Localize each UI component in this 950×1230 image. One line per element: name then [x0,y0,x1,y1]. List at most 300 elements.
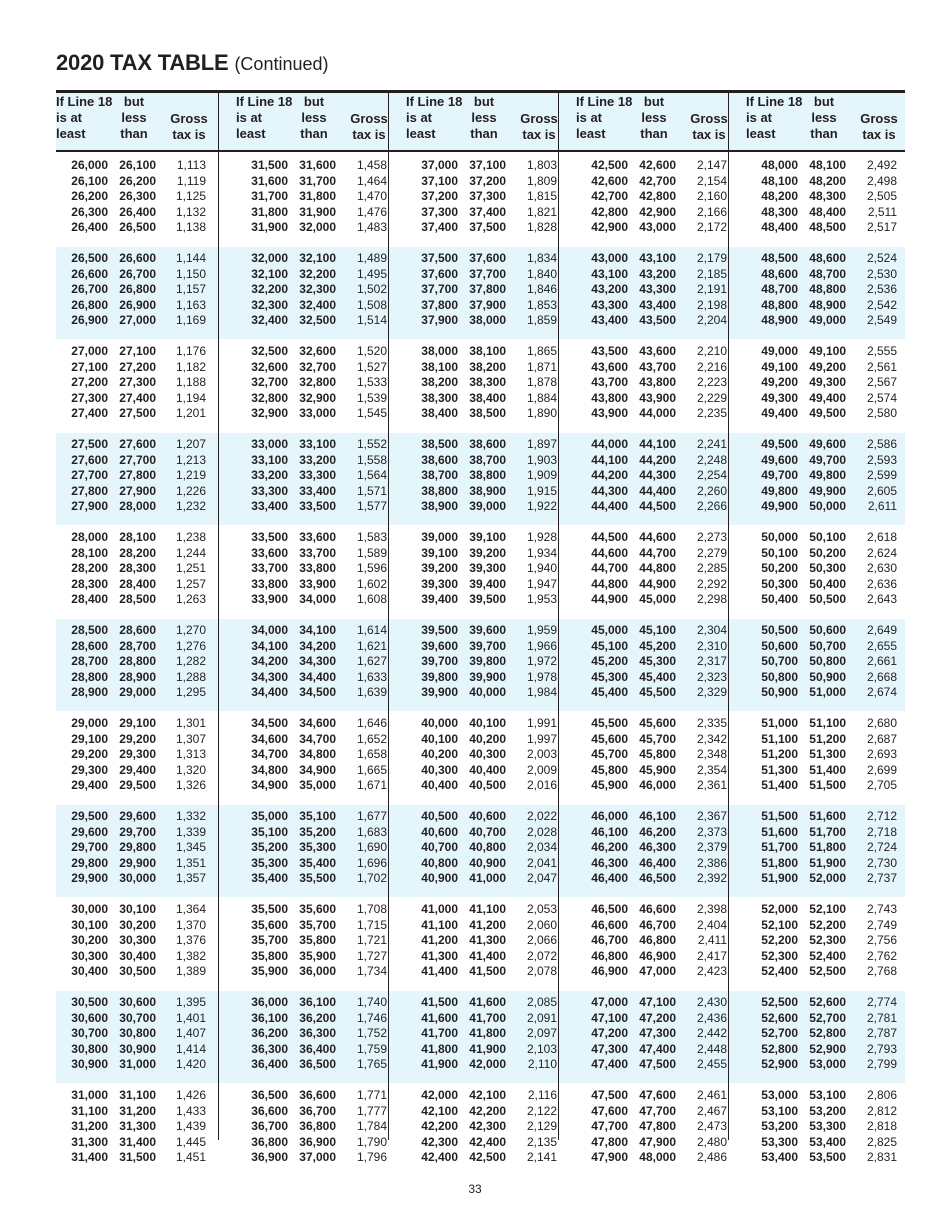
gross-tax-value: 1,351 [175,855,206,870]
income-at-least: 44,000 [591,437,628,451]
table-row [396,1135,566,1151]
income-less-than: 52,400 [809,948,846,963]
income-at-least: 47,900 [591,1150,628,1165]
gross-tax-value: 1,859 [526,313,557,328]
gross-tax-value: 1,639 [356,685,387,700]
income-at-least: 30,000 [71,902,108,916]
income-less-than: 38,700 [469,452,506,467]
table-row [226,654,396,670]
table-row [226,871,396,887]
table-row [566,840,736,856]
gross-tax-value: 2,310 [696,638,727,653]
table-row [56,189,226,205]
table-row [736,685,906,701]
table-row [226,1057,396,1073]
header-text: is at [746,110,773,125]
income-less-than: 48,100 [809,158,846,172]
table-row [56,158,226,174]
gross-tax-value: 1,809 [526,173,557,188]
table-row [566,499,736,515]
income-less-than: 37,000 [299,1150,336,1165]
table-row [736,158,906,174]
gross-tax-value: 2,774 [866,995,897,1009]
income-at-least: 29,100 [71,731,108,746]
gross-tax-value: 1,953 [526,592,557,607]
table-row [566,1119,736,1135]
income-at-least: 34,700 [251,747,288,762]
income-at-least: 36,200 [251,1026,288,1041]
income-less-than: 31,600 [299,158,336,172]
income-at-least: 42,200 [421,1119,458,1134]
gross-tax-value: 1,527 [356,359,387,374]
income-less-than: 39,500 [469,592,506,607]
gross-tax-value: 1,790 [356,1134,387,1149]
income-less-than: 48,400 [809,204,846,219]
table-row [56,747,226,763]
income-at-least: 43,100 [591,266,628,281]
header-line18-at-least [746,94,802,142]
table-row [736,391,906,407]
income-at-least: 50,400 [761,592,798,607]
gross-tax-value: 2,806 [866,1088,897,1102]
table-row [56,840,226,856]
table-row [56,468,226,484]
gross-tax-value: 1,702 [356,871,387,886]
table-row [56,918,226,934]
income-less-than: 33,100 [299,437,336,451]
gross-tax-value: 2,191 [696,282,727,297]
gross-tax-value: 1,765 [356,1057,387,1072]
income-less-than: 37,700 [469,266,506,281]
table-row [56,964,226,980]
table-row [396,639,566,655]
income-at-least: 33,800 [251,576,288,591]
income-less-than: 41,800 [469,1026,506,1041]
income-at-least: 46,900 [591,964,628,979]
table-row [396,1119,566,1135]
table-row [736,267,906,283]
header-text: tax is [172,127,206,142]
income-at-least: 28,800 [71,669,108,684]
table-row [566,1042,736,1058]
income-less-than: 50,300 [809,561,846,576]
gross-tax-value: 1,658 [356,747,387,762]
income-less-than: 47,700 [639,1103,676,1118]
gross-tax-value: 1,803 [526,158,557,172]
income-less-than: 52,200 [809,917,846,932]
table-row [566,282,736,298]
gross-tax-value: 2,473 [696,1119,727,1134]
gross-tax-value: 1,677 [356,809,387,823]
income-less-than: 45,500 [639,685,676,700]
income-at-least: 44,900 [591,592,628,607]
income-at-least: 47,400 [591,1057,628,1072]
income-at-least: 42,300 [421,1134,458,1149]
income-less-than: 36,800 [299,1119,336,1134]
gross-tax-value: 1,928 [526,530,557,544]
income-at-least: 27,100 [71,359,108,374]
table-row [56,1119,226,1135]
table-row [226,406,396,422]
income-less-than: 44,300 [639,468,676,483]
gross-tax-value: 2,724 [866,840,897,855]
gross-tax-value: 2,003 [526,747,557,762]
table-row [566,716,736,732]
table-row [56,592,226,608]
income-at-least: 49,800 [761,483,798,498]
gross-tax-value: 1,382 [175,948,206,963]
income-at-least: 42,700 [591,189,628,204]
income-at-least: 53,200 [761,1119,798,1134]
income-less-than: 41,900 [469,1041,506,1056]
income-less-than: 33,300 [299,468,336,483]
gross-tax-value: 2,185 [696,266,727,281]
table-row [56,1135,226,1151]
income-at-least: 26,500 [71,251,108,265]
income-less-than: 50,200 [809,545,846,560]
table-row [56,654,226,670]
income-less-than: 41,300 [469,933,506,948]
income-at-least: 33,900 [251,592,288,607]
table-row [566,639,736,655]
income-at-least: 49,400 [761,406,798,421]
income-less-than: 32,700 [299,359,336,374]
gross-tax-value: 2,285 [696,561,727,576]
header-gross-tax [856,111,902,143]
table-row [396,1026,566,1042]
table-row [56,995,226,1011]
income-less-than: 38,300 [469,375,506,390]
income-at-least: 28,600 [71,638,108,653]
gross-tax-value: 1,853 [526,297,557,312]
income-less-than: 36,300 [299,1026,336,1041]
income-at-least: 38,000 [421,344,458,358]
header-text: is at [406,110,433,125]
gross-tax-value: 1,188 [175,375,206,390]
income-at-least: 39,800 [421,669,458,684]
income-less-than: 28,500 [119,592,156,607]
table-row [226,1042,396,1058]
table-row [396,205,566,221]
income-less-than: 36,900 [299,1134,336,1149]
income-less-than: 48,500 [809,220,846,235]
income-less-than: 51,700 [809,824,846,839]
table-row [566,453,736,469]
income-less-than: 52,800 [809,1026,846,1041]
income-at-least: 31,000 [71,1088,108,1102]
income-less-than: 46,200 [639,824,676,839]
table-row [56,763,226,779]
table-row [56,546,226,562]
table-row [226,484,396,500]
table-row [226,964,396,980]
gross-tax-value: 1,401 [175,1010,206,1025]
gross-tax-value: 1,182 [175,359,206,374]
income-at-least: 32,000 [251,251,288,265]
income-less-than: 42,900 [639,204,676,219]
income-at-least: 41,400 [421,964,458,979]
income-at-least: 49,100 [761,359,798,374]
income-at-least: 38,700 [421,468,458,483]
income-at-least: 31,600 [251,173,288,188]
income-at-least: 28,000 [71,530,108,544]
income-less-than: 44,800 [639,561,676,576]
table-row [56,1088,226,1104]
gross-tax-value: 2,417 [696,948,727,963]
income-at-least: 37,200 [421,189,458,204]
gross-tax-value: 1,276 [175,638,206,653]
table-row [736,747,906,763]
gross-tax-value: 2,549 [866,313,897,328]
gross-tax-value: 2,561 [866,359,897,374]
table-row [56,174,226,190]
page-number: 33 [468,1182,482,1196]
table-row [226,437,396,453]
income-less-than: 30,400 [119,948,156,963]
table-row [56,871,226,887]
income-less-than: 38,200 [469,359,506,374]
table-row [396,251,566,267]
gross-tax-value: 2,009 [526,762,557,777]
income-less-than: 49,900 [809,483,846,498]
income-at-least: 34,800 [251,762,288,777]
income-at-least: 30,700 [71,1026,108,1041]
gross-tax-value: 2,611 [867,499,897,514]
income-at-least: 33,100 [251,452,288,467]
gross-tax-value: 1,727 [356,948,387,963]
income-less-than: 40,200 [469,731,506,746]
gross-tax-value: 2,016 [526,778,557,793]
income-less-than: 31,200 [119,1103,156,1118]
income-at-least: 32,300 [251,297,288,312]
income-at-least: 47,700 [591,1119,628,1134]
table-row [56,670,226,686]
income-at-least: 37,100 [421,173,458,188]
gross-tax-value: 2,430 [696,995,727,1009]
table-row [566,825,736,841]
income-less-than: 27,200 [119,359,156,374]
income-less-than: 28,100 [119,530,156,544]
income-less-than: 32,500 [299,313,336,328]
income-at-least: 50,900 [761,685,798,700]
income-less-than: 38,500 [469,406,506,421]
table-row [736,360,906,376]
income-at-least: 48,300 [761,204,798,219]
gross-tax-value: 2,329 [696,685,727,700]
column-divider [218,93,219,1140]
income-less-than: 44,900 [639,576,676,591]
income-at-least: 30,100 [71,917,108,932]
income-at-least: 46,400 [591,871,628,886]
table-row [226,1088,396,1104]
income-at-least: 32,900 [251,406,288,421]
title-sub: (Continued) [234,54,329,74]
income-at-least: 30,900 [71,1057,108,1072]
gross-tax-value: 1,865 [526,344,557,358]
income-at-least: 44,700 [591,561,628,576]
table-row [396,468,566,484]
gross-tax-value: 1,903 [526,452,557,467]
gross-tax-value: 2,448 [696,1041,727,1056]
table-row [736,871,906,887]
gross-tax-value: 2,135 [526,1134,557,1149]
income-less-than: 33,600 [299,530,336,544]
income-less-than: 30,200 [119,917,156,932]
income-at-least: 45,200 [591,654,628,669]
income-at-least: 38,600 [421,452,458,467]
table-row [396,453,566,469]
income-at-least: 29,400 [71,778,108,793]
income-at-least: 29,500 [71,809,108,823]
gross-tax-value: 2,517 [866,220,897,235]
income-less-than: 34,200 [299,638,336,653]
table-row [56,391,226,407]
income-at-least: 43,500 [591,344,628,358]
table-row [56,639,226,655]
table-row [566,809,736,825]
gross-tax-value: 2,762 [866,948,897,963]
income-less-than: 45,300 [639,654,676,669]
table-row [56,1057,226,1073]
gross-tax-value: 1,476 [356,204,387,219]
table-row [396,561,566,577]
income-at-least: 44,800 [591,576,628,591]
income-less-than: 42,500 [469,1150,506,1165]
gross-tax-value: 2,166 [696,204,727,219]
gross-tax-value: 1,577 [356,499,387,514]
income-at-least: 51,500 [761,809,798,823]
income-at-least: 45,300 [591,669,628,684]
income-less-than: 30,300 [119,933,156,948]
gross-tax-value: 2,216 [696,359,727,374]
table-row [566,406,736,422]
income-at-least: 29,600 [71,824,108,839]
income-at-least: 27,000 [71,344,108,358]
gross-tax-value: 2,129 [526,1119,557,1134]
table-row [736,406,906,422]
table-row [396,437,566,453]
income-at-least: 38,100 [421,359,458,374]
income-less-than: 35,500 [299,871,336,886]
income-less-than: 53,500 [809,1150,846,1165]
income-at-least: 30,300 [71,948,108,963]
table-row [736,763,906,779]
gross-tax-value: 2,555 [866,344,897,358]
income-at-least: 26,100 [71,173,108,188]
income-at-least: 35,000 [251,809,288,823]
table-row [396,732,566,748]
income-at-least: 37,400 [421,220,458,235]
table-row [396,546,566,562]
table-row [736,577,906,593]
income-less-than: 40,900 [469,855,506,870]
table-row [396,716,566,732]
header-gross-tax [166,111,212,143]
income-less-than: 28,000 [119,499,156,514]
income-less-than: 31,000 [119,1057,156,1072]
income-at-least: 47,500 [591,1088,628,1102]
income-less-than: 41,600 [469,995,506,1009]
gross-tax-value: 2,348 [696,747,727,762]
gross-tax-value: 1,495 [356,266,387,281]
income-less-than: 51,900 [809,855,846,870]
income-less-than: 47,200 [639,1010,676,1025]
table-row [396,344,566,360]
gross-tax-value: 1,395 [175,995,206,1009]
table-row [226,639,396,655]
income-less-than: 49,400 [809,390,846,405]
header-but-less-than [634,94,674,142]
gross-tax-value: 1,621 [356,638,387,653]
gross-tax-value: 1,846 [526,282,557,297]
income-at-least: 27,700 [71,468,108,483]
income-at-least: 46,300 [591,855,628,870]
income-at-least: 37,700 [421,282,458,297]
table-row [56,406,226,422]
table-row [736,809,906,825]
income-at-least: 42,500 [591,158,628,172]
income-at-least: 31,200 [71,1119,108,1134]
gross-tax-value: 2,580 [866,406,897,421]
income-at-least: 35,700 [251,933,288,948]
income-at-least: 41,000 [421,902,458,916]
gross-tax-value: 2,367 [696,809,727,823]
income-less-than: 34,700 [299,731,336,746]
income-at-least: 40,800 [421,855,458,870]
income-less-than: 49,000 [809,313,846,328]
income-less-than: 40,700 [469,824,506,839]
income-less-than: 40,800 [469,840,506,855]
income-at-least: 41,800 [421,1041,458,1056]
table-row [396,189,566,205]
column-divider [558,93,559,1140]
income-less-than: 44,600 [639,530,676,544]
income-less-than: 33,500 [299,499,336,514]
table-row [566,158,736,174]
income-less-than: 36,600 [299,1088,336,1102]
table-row [226,189,396,205]
gross-tax-value: 1,966 [526,638,557,653]
gross-tax-value: 2,116 [527,1088,557,1102]
gross-tax-value: 1,339 [175,824,206,839]
income-less-than: 26,400 [119,204,156,219]
table-row [396,685,566,701]
income-less-than: 46,600 [639,902,676,916]
table-row [396,1088,566,1104]
income-less-than: 40,600 [469,809,506,823]
table-row [566,220,736,236]
table-row [736,344,906,360]
gross-tax-value: 2,542 [866,297,897,312]
income-less-than: 33,700 [299,545,336,560]
income-at-least: 26,900 [71,313,108,328]
gross-tax-value: 1,752 [356,1026,387,1041]
income-less-than: 38,600 [469,437,506,451]
income-at-least: 52,000 [761,902,798,916]
income-less-than: 29,400 [119,762,156,777]
gross-tax-value: 1,734 [356,964,387,979]
table-row [56,902,226,918]
gross-tax-value: 1,596 [356,561,387,576]
income-at-least: 42,900 [591,220,628,235]
income-at-least: 33,400 [251,499,288,514]
gross-tax-value: 2,317 [696,654,727,669]
income-less-than: 51,600 [809,809,846,823]
income-at-least: 36,300 [251,1041,288,1056]
header-text: least [576,126,606,141]
gross-tax-value: 2,455 [696,1057,727,1072]
gross-tax-value: 1,715 [356,917,387,932]
